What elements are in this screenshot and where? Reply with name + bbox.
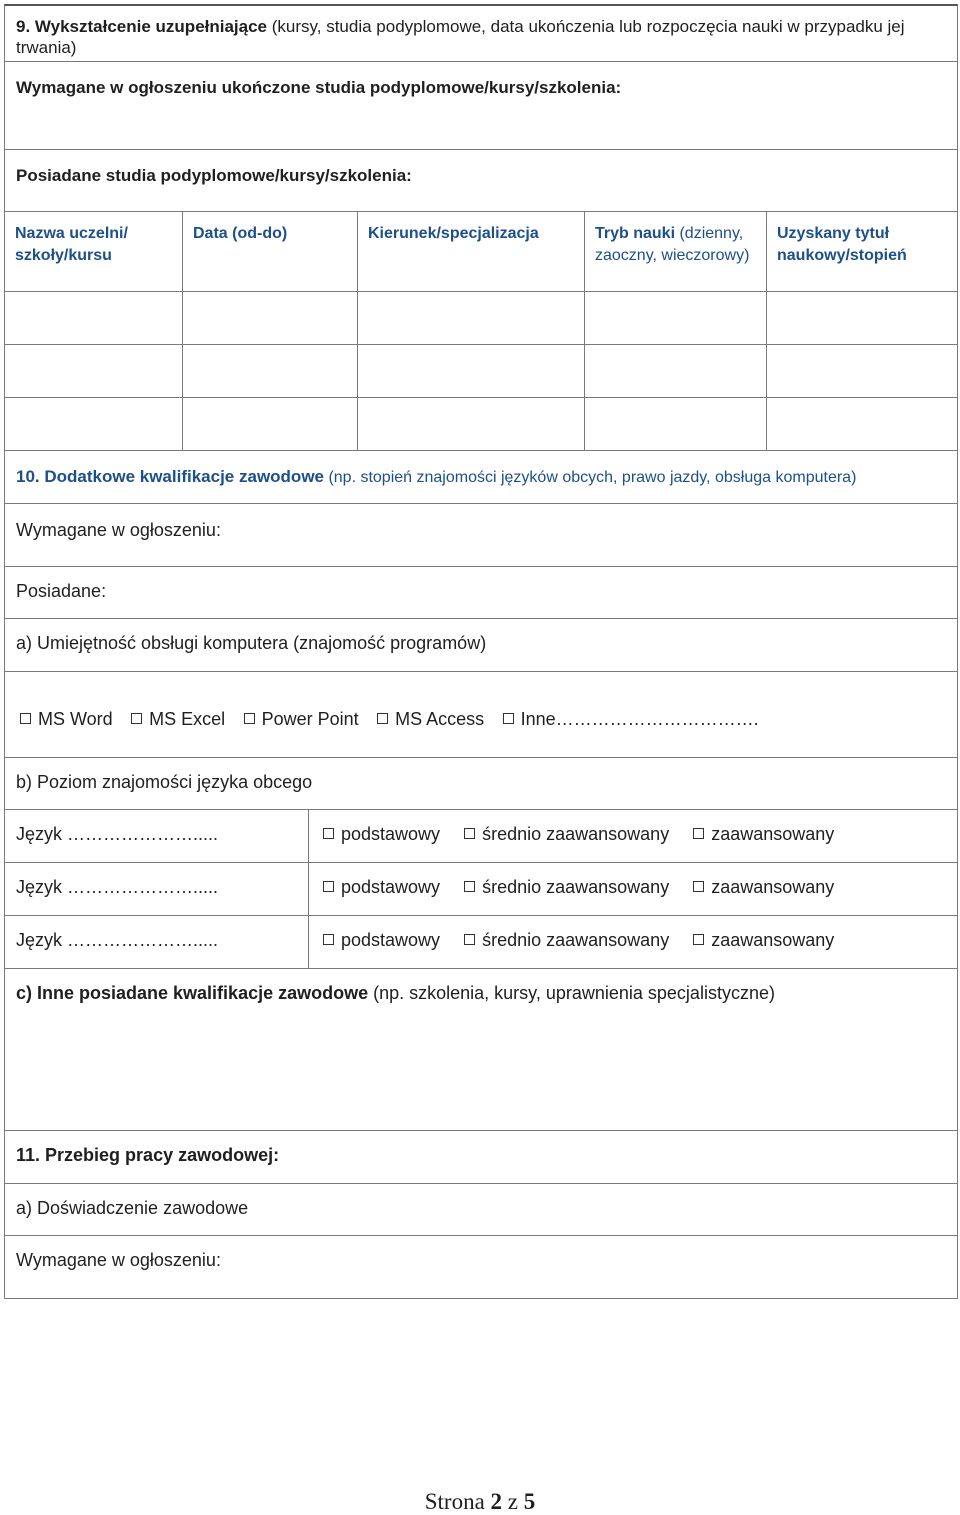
table-row bbox=[5, 292, 957, 345]
checkbox-basic[interactable]: podstawowy bbox=[323, 930, 440, 950]
table-cell[interactable] bbox=[5, 345, 183, 397]
language-row-2 bbox=[5, 863, 957, 916]
application-form bbox=[4, 4, 958, 1299]
table-cell[interactable] bbox=[585, 292, 767, 344]
language-heading-row bbox=[5, 758, 957, 810]
section10-title-rest: (np. stopień znajomości języków obcych, prawo jazdy, obsługa komputera) bbox=[324, 469, 857, 486]
language-name-field[interactable]: Język …………………..... bbox=[5, 863, 309, 915]
section9-required-field[interactable] bbox=[5, 62, 957, 150]
checkbox-intermediate[interactable]: średnio zaawansowany bbox=[464, 930, 669, 950]
section11-title: 11. Przebieg pracy zawodowej: bbox=[16, 1145, 280, 1165]
checkbox-icon bbox=[131, 713, 142, 724]
checkbox-icon bbox=[323, 881, 334, 892]
section11-header bbox=[5, 1131, 957, 1184]
section10-title bbox=[16, 467, 946, 487]
section9-title bbox=[16, 16, 946, 58]
table-cell[interactable] bbox=[183, 292, 358, 344]
language-row-1 bbox=[5, 810, 957, 863]
language-levels bbox=[309, 916, 853, 968]
section9-possessed-row bbox=[5, 150, 957, 212]
checkbox-icon bbox=[693, 828, 704, 839]
table-cell[interactable] bbox=[358, 398, 585, 450]
checkbox-icon bbox=[323, 934, 334, 945]
section11-required-field[interactable] bbox=[5, 1236, 957, 1298]
col-header-degree: Uzyskany tytuł naukowy/stopień bbox=[777, 225, 907, 264]
checkbox-advanced[interactable]: zaawansowany bbox=[693, 824, 834, 844]
table-cell[interactable] bbox=[767, 292, 955, 344]
table-cell[interactable] bbox=[5, 292, 183, 344]
table-row bbox=[5, 345, 957, 398]
table-row bbox=[5, 398, 957, 451]
other-qualifications-field[interactable] bbox=[5, 969, 957, 1131]
section10-possessed-label: Posiadane: bbox=[16, 581, 107, 601]
section9-header bbox=[5, 6, 957, 62]
checkbox-icon bbox=[464, 881, 475, 892]
col-header-date: Data (od-do) bbox=[183, 212, 358, 291]
checkbox-icon bbox=[244, 713, 255, 724]
experience-row bbox=[5, 1184, 957, 1236]
section9-required-label: Wymagane w ogłoszeniu ukończone studia podyplomowe/kursy/szkolenia: bbox=[16, 78, 622, 97]
table-cell[interactable] bbox=[585, 398, 767, 450]
checkbox-icon bbox=[20, 713, 31, 724]
section10-required-field[interactable] bbox=[5, 504, 957, 567]
table-cell[interactable] bbox=[358, 345, 585, 397]
checkbox-icon bbox=[693, 934, 704, 945]
language-name-field[interactable]: Język …………………..... bbox=[5, 916, 309, 968]
table-cell[interactable] bbox=[358, 292, 585, 344]
table-cell[interactable] bbox=[767, 398, 955, 450]
checkbox-icon bbox=[323, 828, 334, 839]
checkbox-icon bbox=[377, 713, 388, 724]
programs-row bbox=[5, 672, 957, 758]
checkbox-icon bbox=[464, 828, 475, 839]
language-levels bbox=[309, 810, 853, 862]
table-cell[interactable] bbox=[585, 345, 767, 397]
checkbox-icon bbox=[693, 881, 704, 892]
checkbox-icon bbox=[503, 713, 514, 724]
checkbox-basic[interactable]: podstawowy bbox=[323, 824, 440, 844]
section10-title-bold: 10. Dodatkowe kwalifikacje zawodowe bbox=[16, 467, 324, 486]
col-header-major: Kierunek/specjalizacja bbox=[358, 212, 585, 291]
checkbox-power-point[interactable]: Power Point bbox=[244, 709, 359, 729]
experience-heading: a) Doświadczenie zawodowe bbox=[16, 1198, 249, 1218]
language-name-field[interactable]: Język …………………..... bbox=[5, 810, 309, 862]
checkbox-intermediate[interactable]: średnio zaawansowany bbox=[464, 824, 669, 844]
checkbox-advanced[interactable]: zaawansowany bbox=[693, 930, 834, 950]
section9-title-rest: (kursy, studia podyplomowe, data ukończenia lub rozpoczęcia nauki w przypadku jej trwania) bbox=[16, 17, 905, 57]
language-row-3 bbox=[5, 916, 957, 969]
table-cell[interactable] bbox=[183, 398, 358, 450]
language-heading: b) Poziom znajomości języka obcego bbox=[16, 772, 313, 792]
col-header-school: Nazwa uczelni/ szkoły/kursu bbox=[5, 212, 183, 291]
checkbox-ms-word[interactable]: MS Word bbox=[20, 709, 113, 729]
courses-table-header bbox=[5, 212, 957, 292]
col-header-mode: Tryb nauki (dzienny, zaoczny, wieczorowy) bbox=[585, 212, 767, 291]
checkbox-ms-excel[interactable]: MS Excel bbox=[131, 709, 225, 729]
section10-possessed-field[interactable] bbox=[5, 567, 957, 619]
checkbox-other[interactable]: Inne……………………………. bbox=[503, 709, 759, 729]
section10-header bbox=[5, 451, 957, 504]
section10-required-label: Wymagane w ogłoszeniu: bbox=[16, 520, 221, 540]
checkbox-ms-access[interactable]: MS Access bbox=[377, 709, 484, 729]
checkbox-icon bbox=[464, 934, 475, 945]
section9-possessed-label: Posiadane studia podyplomowe/kursy/szkolenia: bbox=[16, 166, 412, 185]
checkbox-advanced[interactable]: zaawansowany bbox=[693, 877, 834, 897]
checkbox-basic[interactable]: podstawowy bbox=[323, 877, 440, 897]
section11-required-label: Wymagane w ogłoszeniu: bbox=[16, 1250, 221, 1270]
language-levels bbox=[309, 863, 853, 915]
page-footer: Strona 2 z 5 bbox=[424, 1489, 536, 1514]
other-qualifications-label: c) Inne posiadane kwalifikacje zawodowe (np. szkolenia, kursy, uprawnienia specjalistyczne) bbox=[16, 983, 775, 1003]
table-cell[interactable] bbox=[767, 345, 955, 397]
table-cell[interactable] bbox=[5, 398, 183, 450]
table-cell[interactable] bbox=[183, 345, 358, 397]
computer-skills-row bbox=[5, 619, 957, 672]
checkbox-intermediate[interactable]: średnio zaawansowany bbox=[464, 877, 669, 897]
computer-skills-heading: a) Umiejętność obsługi komputera (znajomość programów) bbox=[16, 633, 487, 653]
section9-title-bold: 9. Wykształcenie uzupełniające bbox=[16, 17, 268, 36]
